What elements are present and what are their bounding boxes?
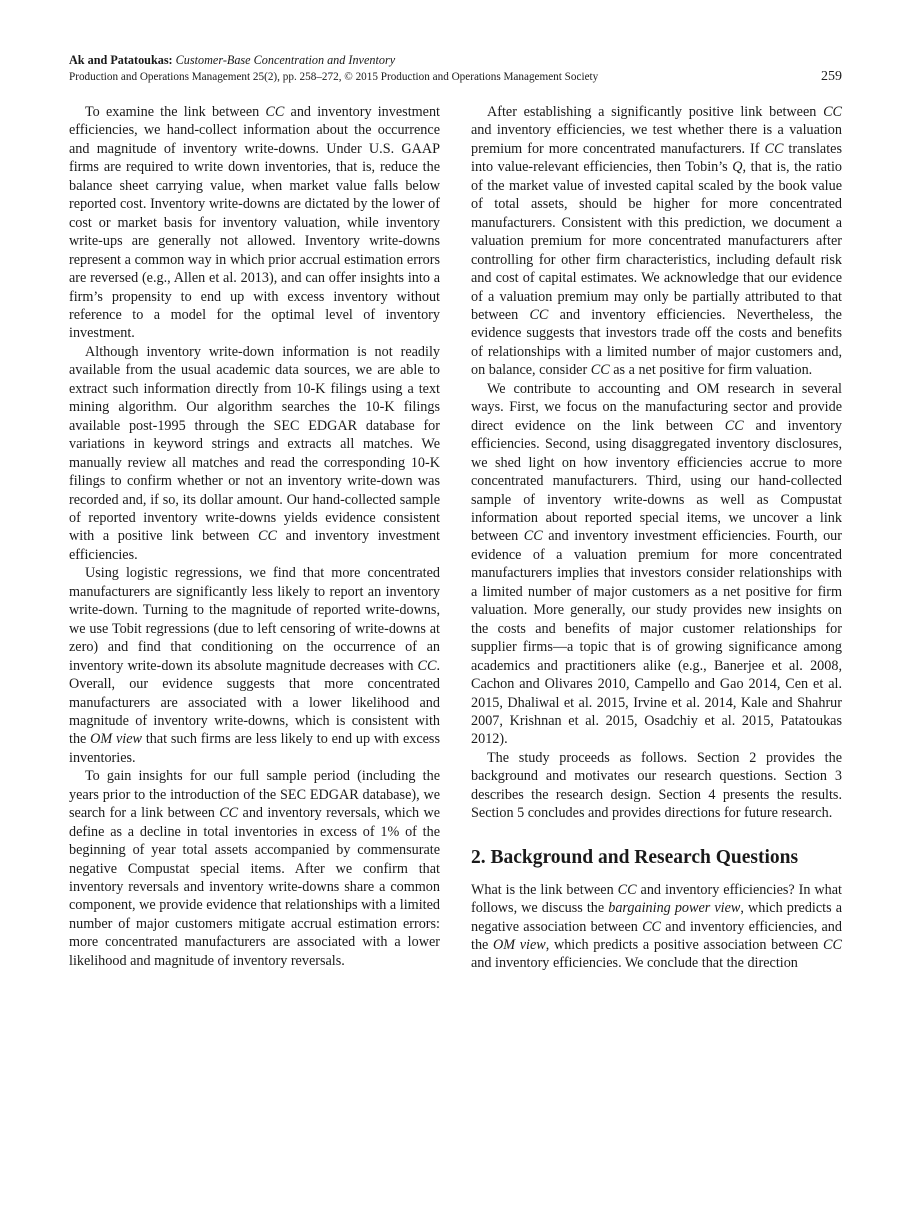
left-paragraph-3: Using logistic regressions, we find that more concentrated manufacturers are significantly less likely to report an inventory write-down. Turning to the magnitude of reported write-downs, we use Tobit regressions (due to left censoring of write-downs at zero) and find that conditioning on the occurrence of an inventory write-down its absolute magnitude decreases with CC. Overall, our evidence suggests that more concentrated manufacturers are associated with a lower likelihood and magnitude of inventory write-downs, which is consistent with the OM view that such firms are less likely to end up with excess inventories. xyxy=(69,565,440,766)
right-paragraph-2: We contribute to accounting and OM research in several ways. First, we focus on the manufacturing sector and provide direct evidence on the link between CC and inventory efficiencies. Second, using disaggregated inventory disclosures, we shed light on how inventory efficiencies accrue to more concentrated manufacturers. Third, using our hand-collected sample of inventory write-downs as well as Compustat information about reported special items, we uncover a link between CC and inventory investment efficiencies. Fourth, our evidence of a valuation premium for more concentrated manufacturers implies that investors consider relationships with a limited number of major customers as a net positive for firm valuation. More generally, our study provides new insights on the costs and benefits of major customer relationships for supplier firms—a topic that is of growing significance among academics and practitioners alike (e.g., Banerjee et al. 2008, Cachon and Olivares 2010, Campello and Gao 2014, Cen et al. 2015, Dhaliwal et al. 2015, Irvine et al. 2014, Kale and Shahrur 2007, Krishnan et al. 2015, Osadchiy et al. 2015, Patatoukas 2012). xyxy=(471,380,842,748)
left-paragraph-2: Although inventory write-down information is not readily available from the usual academic data sources, we are able to extract such information directly from 10-K filings using a text mining algorithm. Our algorithm searches the 10-K filings available post-1995 through the SEC EDGAR database for variations in keyword strings and extracts all matches. We manually review all matches and read the corresponding 10-K filings to confirm whether or not an inventory write-down was recorded and, if so, its dollar amount. Our hand-collected sample of reported inventory write-downs yields evidence consistent with a positive link between CC and inventory investment efficiencies. xyxy=(69,343,440,563)
header-title: Customer-Base Concentration and Inventory xyxy=(175,53,396,67)
left-column xyxy=(69,103,440,970)
running-header xyxy=(69,52,842,86)
header-authors-title xyxy=(69,52,842,69)
right-column xyxy=(471,103,842,973)
right-paragraph-1: After establishing a significantly positive link between CC and inventory efficiencies, we test whether there is a valuation premium for more concentrated manufacturers. If CC translates into value-relevant efficiencies, then Tobin’s Q, that is, the ratio of the market value of invested capital scaled by the book value of total assets, should be higher for more concentrated manufacturers. Consistent with this prediction, we document a valuation premium for more concentrated manufacturers after controlling for other firm characteristics, including default risk and cost of capital estimates. We acknowledge that our evidence of a valuation premium may only be partially attributed to that between CC and inventory efficiencies. Nevertheless, the evidence suggests that investors trade off the costs and benefits of relationships with a limited number of major customers and, on balance, consider CC as a net positive for firm valuation. xyxy=(471,104,842,379)
right-paragraph-4: What is the link between CC and inventory efficiencies? In what follows, we discuss the bargaining power view, which predicts a negative association between CC and inventory efficiencies, and the OM view, which predicts a positive association between CC and inventory efficiencies. We conclude that the direction xyxy=(471,881,842,972)
left-paragraph-1: To examine the link between CC and inventory investment efficiencies, we hand-collect information about the occurrence and magnitude of inventory write-downs. Under U.S. GAAP firms are required to write down inventories, that is, reduce the balance sheet carrying value, when market value falls below reported cost. Inventory write-downs are dictated by the lower of cost or market basis for inventory valuation, while inventory write-ups are generally not allowed. Inventory write-downs represent a common way in which prior accrual estimation errors are reversed (e.g., Allen et al. 2013), and can offer insights into a firm’s propensity to end up with excess inventory without reference to a model for the optimal level of inventory investment. xyxy=(69,104,440,342)
section-heading: 2. Background and Research Questions xyxy=(471,846,799,868)
left-paragraph-4: To gain insights for our full sample period (including the years prior to the introduction of the SEC EDGAR database), we search for a link between CC and inventory reversals, which we define as a decline in total inventories in excess of 1% of the beginning of year total assets accompanied by commensurate negative Compustat special items. After we confirm that inventory reversals and inventory write-downs share a common component, we provide evidence that relationships with a limited number of major customers mitigate accrual estimation errors: more concentrated manufacturers are associated with a lower likelihood and magnitude of inventory reversals. xyxy=(69,768,440,969)
header-authors: Ak and Patatoukas: xyxy=(69,53,173,67)
header-journal-line: Production and Operations Management 25(2), pp. 258–272, © 2015 Production and Operations Management Society xyxy=(69,71,599,83)
right-paragraph-3: The study proceeds as follows. Section 2 provides the background and motivates our research questions. Section 3 describes the research design. Section 4 presents the results. Section 5 concludes and provides directions for future research. xyxy=(471,749,842,822)
page-number: 259 xyxy=(821,69,842,84)
